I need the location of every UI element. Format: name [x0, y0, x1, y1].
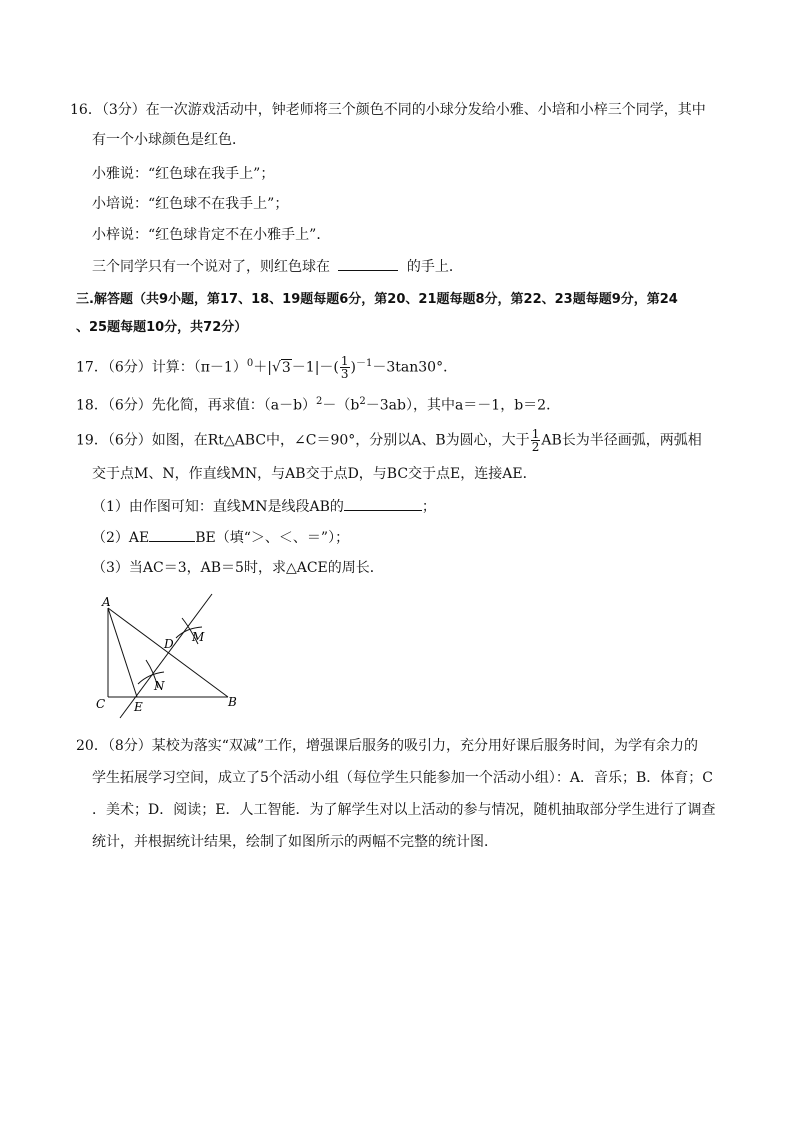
q17-post: －3tan30°．	[372, 359, 458, 376]
q17-close: )	[350, 359, 356, 376]
q19-part2-post: BE（填“＞、＜、＝”）；	[195, 530, 350, 546]
q18-exp2: 2	[316, 396, 323, 407]
label-n: N	[154, 679, 165, 693]
q17-exp-neg1: －1	[355, 358, 373, 369]
q16-question-pre: 三个同学只有一个说对了，则红色球在	[92, 259, 330, 275]
q19-line1-pre: 19．（6分）如图，在Rt△ABC中，∠C＝90°，分别以A、B为圆心，大于	[76, 432, 530, 449]
q18-mid: －（b	[322, 397, 360, 414]
label-b: B	[228, 695, 237, 709]
q18-post: －3ab），其中a＝－1，b＝2．	[365, 397, 561, 414]
q17-pre: 17．（6分）计算：（π－1）	[76, 359, 247, 376]
q19-line2: 交于点M、N，作直线MN，与AB交于点D，与BC交于点E，连接AE．	[92, 466, 537, 482]
q19-line1-post: AB长为半径画弧，两弧相	[541, 432, 702, 449]
q18-pre: 18．（6分）先化简，再求值：（a－b）	[76, 397, 317, 414]
q17-exp0: 0	[246, 358, 254, 369]
q16-line2: 有一个小球颜色是红色．	[92, 132, 246, 148]
q16-statement-3: 小梓说：“红色球肯定不在小雅手上”．	[92, 227, 331, 243]
q19-geometry-figure	[90, 590, 237, 720]
section3-header-line2: 、25题每题10分，共72分）	[76, 320, 248, 335]
q19-part2-pre: （2）AE	[92, 530, 150, 546]
q17-frac-num: 1	[340, 354, 349, 369]
q17-mid: －1|－(	[291, 359, 339, 376]
q19-part1	[92, 496, 436, 517]
q16-question	[92, 256, 463, 277]
q20-line4: 统计，并根据统计结果，绘制了如图所示的两幅不完整的统计图．	[92, 834, 498, 850]
q19-line1	[76, 428, 702, 453]
label-m: M	[192, 630, 205, 644]
q17-line: 17．（6分）计算：$(\pi-1)^0+|√3-1|-$( $\frac{1}{3}$ )$^{-1}$－3tan30°．	[76, 354, 458, 382]
segment-ae	[108, 608, 137, 697]
q18-exp2b: 2	[359, 396, 366, 407]
q19-frac-den: 2	[531, 440, 540, 454]
q17-plus: ＋|	[253, 359, 272, 376]
q20-line3: ．美术；D．阅读；E．人工智能．为了解学生对以上活动的参与情况，随机抽取部分学生进行了调查	[92, 802, 716, 818]
q17-frac-den: 3	[340, 367, 349, 382]
q17-sqrt: 3	[281, 359, 291, 376]
q19-part2	[92, 527, 349, 548]
label-c: C	[96, 697, 106, 711]
q20-line2: 学生拓展学习空间，成立了5个活动小组（每位学生只能参加一个活动小组）：A．音乐；B．体育；C	[92, 770, 714, 786]
q16-answer-blank[interactable]	[338, 256, 398, 271]
q20-line1: 20．（8分）某校为落实“双减”工作，增强课后服务的吸引力，充分用好课后服务时间，为学有余力的	[76, 738, 699, 754]
q19-part3: （3）当AC＝3，AB＝5时，求△ACE的周长．	[92, 560, 384, 576]
label-a: A	[102, 595, 111, 609]
q16-line1: 16．（3分）在一次游戏活动中，钟老师将三个颜色不同的小球分发给小雅、小培和小梓三个同学，其中	[70, 102, 706, 118]
q16-statement-2: 小培说：“红色球不在我手上”；	[92, 196, 289, 212]
q19-fraction	[531, 428, 541, 453]
q19-frac-num: 1	[531, 427, 540, 441]
q19-part2-blank[interactable]	[149, 527, 195, 542]
q18-line	[76, 392, 560, 416]
q16-question-post: 的手上．	[406, 259, 463, 275]
q19-part1-blank[interactable]	[344, 496, 422, 511]
q19-part1-pre: （1）由作图可知：直线MN是线段AB的	[92, 499, 344, 515]
q16-statement-1: 小雅说：“红色球在我手上”；	[92, 166, 275, 182]
label-e: E	[134, 700, 143, 714]
section3-header-line1: 三.解答题（共9小题，第17、18、19题每题6分，第20、21题每题8分，第22、23题每题9分，第24	[76, 292, 678, 307]
q17-fraction	[340, 355, 350, 380]
label-d: D	[164, 637, 174, 651]
q19-part1-post: ；	[421, 499, 436, 515]
